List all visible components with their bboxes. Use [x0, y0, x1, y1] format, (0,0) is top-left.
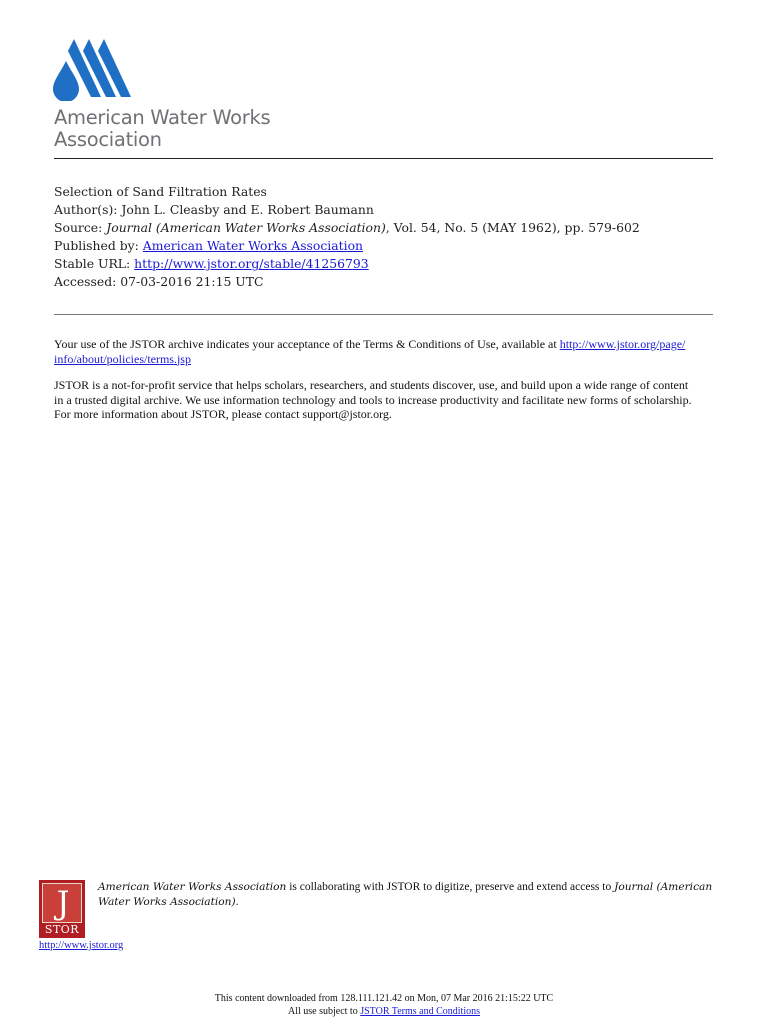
accessed-label: Accessed:	[54, 274, 117, 289]
terms-and-conditions-link[interactable]: JSTOR Terms and Conditions	[360, 1005, 480, 1017]
footer-prefix: All use subject to	[288, 1005, 361, 1017]
jstor-logo-icon[interactable]	[39, 880, 85, 938]
collab-journal: Journal (American Water Works Association)	[98, 881, 713, 908]
article-title: Selection of Sand Filtration Rates	[54, 184, 267, 199]
stable-url-link[interactable]: http://www.jstor.org/stable/41256793	[134, 256, 369, 271]
middle-divider	[54, 314, 713, 315]
stable-url-line	[54, 255, 640, 273]
logo-org-line1: American Water Works	[54, 106, 271, 129]
collab-org: American Water Works Association	[98, 881, 287, 893]
logo-org-line2: Association	[54, 128, 162, 151]
source-line	[54, 219, 640, 237]
publisher-link[interactable]: American Water Works Association	[142, 238, 364, 253]
accessed-line	[54, 273, 640, 291]
source-journal: Journal (American Water Works Association)	[106, 220, 386, 235]
download-footer	[0, 993, 768, 1018]
collab-end: .	[235, 895, 239, 908]
published-line	[54, 237, 640, 255]
citation-block	[54, 183, 640, 291]
jstor-logo-box	[42, 883, 82, 923]
about-line3: For more information about JSTOR, please contact support@jstor.org.	[54, 407, 392, 421]
jstor-logo-letter: J	[56, 884, 70, 922]
published-label: Published by:	[54, 238, 139, 253]
footer-line1: This content downloaded from 128.111.121.42 on Mon, 07 Mar 2016 21:15:22 UTC	[214, 993, 554, 1004]
jstor-logo-word: STOR	[44, 923, 80, 936]
authors-label: Author(s):	[54, 202, 118, 217]
terms-paragraph	[54, 337, 714, 366]
collaboration-statement	[98, 880, 728, 909]
stable-url-label: Stable URL:	[54, 256, 131, 271]
collab-middle: is collaborating with JSTOR to digitize, preserve and extend access to	[286, 881, 615, 893]
accessed-value: 07-03-2016 21:15 UTC	[120, 274, 264, 289]
terms-text: Your use of the JSTOR archive indicates your acceptance of the Terms & Conditions of Use, available at	[54, 337, 560, 351]
authors-line	[54, 201, 640, 219]
about-paragraph	[54, 378, 714, 422]
jstor-home-link[interactable]: http://www.jstor.org	[39, 940, 124, 951]
about-line1: JSTOR is a not-for-profit service that helps scholars, researchers, and students discover, use, and build upon a wide range of content	[54, 378, 689, 392]
authors-value: John L. Cleasby and E. Robert Baumann	[121, 202, 374, 217]
terms-link-part1[interactable]: http://www.jstor.org/page/	[559, 337, 686, 351]
terms-link-part2[interactable]: info/about/policies/terms.jsp	[54, 351, 191, 366]
top-divider	[54, 158, 713, 159]
source-label: Source:	[54, 220, 103, 235]
water-drop-arches-icon	[52, 37, 132, 101]
about-line2: in a trusted digital archive. We use information technology and tools to increase productivity and facilitate new forms of scholarship.	[54, 392, 692, 407]
footer-line2	[0, 1006, 768, 1019]
source-details: , Vol. 54, No. 5 (MAY 1962), pp. 579-602	[385, 220, 640, 235]
